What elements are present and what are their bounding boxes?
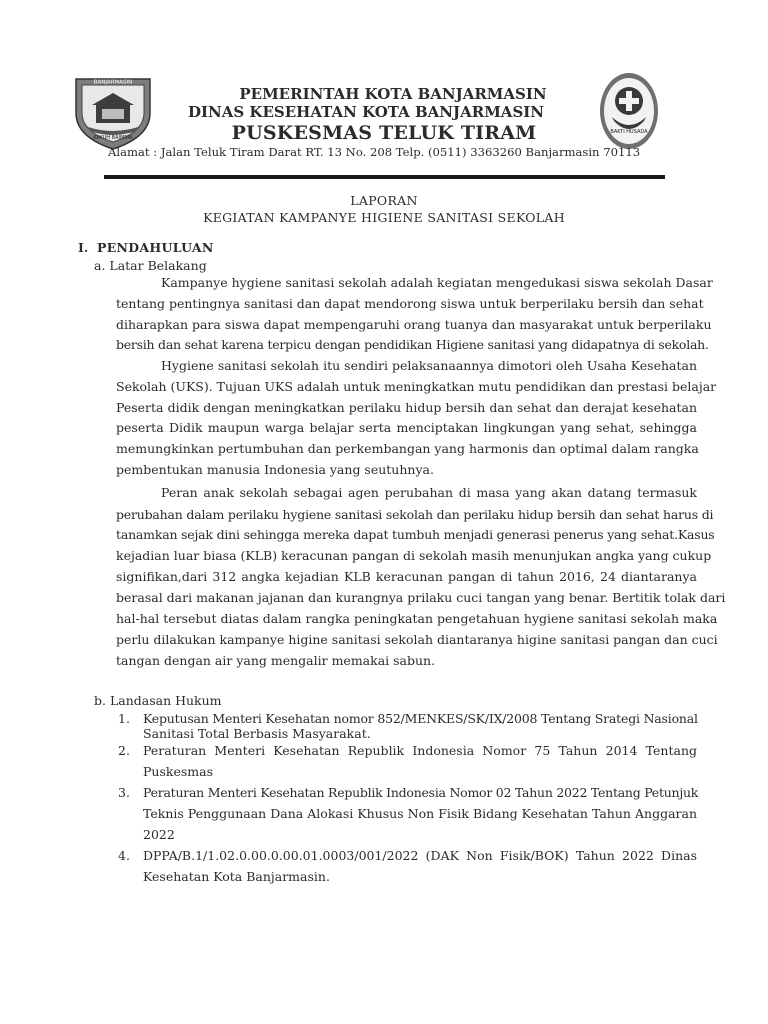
paragraph-line: Peran anak sekolah sebagai agen perubahan di masa yang akan datang termasuk bbox=[161, 485, 697, 500]
letterhead-government: PEMERINTAH KOTA BANJARMASIN bbox=[239, 85, 547, 103]
legal-item-number: 4. bbox=[118, 848, 130, 863]
section-number: I. bbox=[78, 240, 89, 255]
paragraph-line: bersih dan sehat karena terpicu dengan pendidikan Higiene sanitasi yang didapatnya di sekolah. bbox=[116, 337, 709, 352]
letterhead-institution: PUSKESMAS TELUK TIRAM bbox=[231, 122, 537, 144]
legal-item-line: Peraturan Menteri Kesehatan Republik Indonesia Nomor 75 Tahun 2014 Tentang bbox=[143, 743, 697, 758]
paragraph-line: tentang pentingnya sanitasi dan dapat mendorong siswa untuk berperilaku bersih dan sehat bbox=[116, 296, 704, 311]
emblem-bottom-text: KAYUH BAIMBAI bbox=[93, 135, 133, 141]
paragraph-line: hal-hal tersebut diatas dalam rangka peningkatan pengetahuan hygiene sanitasi sekolah maka bbox=[116, 611, 718, 626]
paragraph-line: pembentukan manusia Indonesia yang seutuhnya. bbox=[116, 462, 434, 477]
emblem-top-text: BANJARMASIN bbox=[93, 79, 133, 86]
paragraph-line: Hygiene sanitasi sekolah itu sendiri pelaksanaannya dimotori oleh Usaha Kesehatan bbox=[161, 358, 697, 373]
paragraph-line: signifikan,dari 312 angka kejadian KLB keracunan pangan di tahun 2016, 24 diantaranya bbox=[116, 569, 697, 584]
legal-item-line: Sanitasi Total Berbasis Masyarakat. bbox=[143, 726, 371, 741]
paragraph-line: tangan dengan air yang mengalir memakai sabun. bbox=[116, 653, 436, 668]
letterhead-address: Alamat : Jalan Teluk Tiram Darat RT. 13 No. 208 Telp. (0511) 3363260 Banjarmasin 70113 bbox=[108, 145, 641, 159]
paragraph-line: perubahan dalam perilaku hygiene sanitasi sekolah dan perilaku hidup bersih dan sehat harus di bbox=[116, 507, 714, 522]
paragraph-line: memungkinkan pertumbuhan dan perkembangan yang harmonis dan optimal dalam rangka bbox=[116, 441, 699, 456]
report-title: LAPORAN bbox=[350, 193, 418, 208]
legal-item-line: 2022 bbox=[143, 827, 175, 842]
legal-item-line: Puskesmas bbox=[143, 764, 213, 779]
paragraph-line: perlu dilakukan kampanye higine sanitasi sekolah diantaranya higine sanitasi pangan dan cuci bbox=[116, 632, 718, 647]
paragraph-line: kejadian luar biasa (KLB) keracunan pangan di sekolah masih menunjukan angka yang cukup bbox=[116, 548, 712, 563]
paragraph-line: peserta Didik maupun warga belajar serta menciptakan lingkungan yang sehat, sehingga bbox=[116, 420, 697, 435]
legal-item-number: 1. bbox=[118, 711, 130, 726]
paragraph-line: diharapkan para siswa dapat mempengaruhi orang tuanya dan masyarakat untuk berperilaku bbox=[116, 317, 712, 332]
subsection-a-heading: a. Latar Belakang bbox=[94, 258, 207, 273]
paragraph-line: berasal dari makanan jajanan dan kurangnya prilaku cuci tangan yang benar. Bertitik tolak dari bbox=[116, 590, 726, 605]
legal-item-number: 2. bbox=[118, 743, 130, 758]
paragraph-line: Sekolah (UKS). Tujuan UKS adalah untuk meningkatkan mutu pendidikan dan prestasi belajar bbox=[116, 379, 717, 394]
paragraph-line: Kampanye hygiene sanitasi sekolah adalah kegiatan mengedukasi siswa sekolah Dasar bbox=[161, 275, 713, 290]
paragraph-line: tanamkan sejak dini sehingga mereka dapat tumbuh menjadi generasi penerus yang sehat.Kasus bbox=[116, 527, 715, 542]
paragraph-line: Peserta didik dengan meningkatkan perilaku hidup bersih dan sehat dan derajat kesehatan bbox=[116, 400, 697, 415]
legal-item-line: Peraturan Menteri Kesehatan Republik Indonesia Nomor 02 Tahun 2022 Tentang Petunjuk bbox=[143, 785, 699, 800]
subsection-b-heading: b. Landasan Hukum bbox=[94, 693, 222, 708]
logo-caption: BAKTI HUSADA bbox=[610, 129, 648, 135]
legal-item-line: Keputusan Menteri Kesehatan nomor 852/MENKES/SK/IX/2008 Tentang Srategi Nasional bbox=[143, 711, 698, 726]
letterhead-department: DINAS KESEHATAN KOTA BANJARMASIN bbox=[188, 103, 545, 121]
legal-item-number: 3. bbox=[118, 785, 130, 800]
letterhead-divider bbox=[104, 175, 665, 179]
legal-item-line: DPPA/B.1/1.02.0.00.0.00.01.0003/001/2022 (DAK Non Fisik/BOK) Tahun 2022 Dinas bbox=[143, 848, 697, 863]
section-title: PENDAHULUAN bbox=[97, 240, 214, 255]
legal-item-line: Teknis Penggunaan Dana Alokasi Khusus Non Fisik Bidang Kesehatan Tahun Anggaran bbox=[143, 806, 697, 821]
legal-item-line: Kesehatan Kota Banjarmasin. bbox=[143, 869, 330, 884]
report-subtitle: KEGIATAN KAMPANYE HIGIENE SANITASI SEKOLAH bbox=[203, 210, 565, 225]
